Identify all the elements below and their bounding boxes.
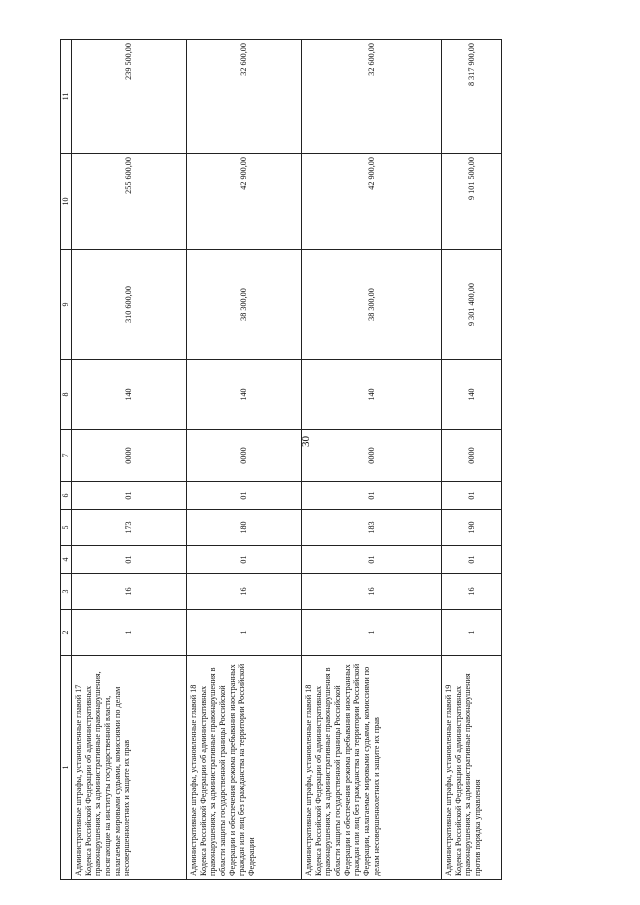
cell-code: 16 (72, 574, 187, 610)
cell-amount: 255 600,00 (72, 154, 187, 250)
cell-amount: 32 600,00 (187, 40, 302, 154)
cell-amount: 38 300,00 (302, 250, 442, 360)
cell-amount: 9 301 400,00 (442, 250, 502, 360)
row-description: Административные штрафы, установленные главой 17 Кодекса Российской Федерации об административных правонарушениях, за административные правонарушения, посягающие на институты государственной власти, налагаемые мировыми судьями, комиссиями по делам несовершеннолетних и защите их прав (72, 656, 187, 880)
cell-code: 16 (187, 574, 302, 610)
col-header: 4 (61, 546, 72, 574)
cell-amount: 42 900,00 (187, 154, 302, 250)
cell-amount: 8 317 900,00 (442, 40, 502, 154)
cell-code: 01 (72, 482, 187, 510)
col-header: 2 (61, 610, 72, 656)
cell-code: 140 (187, 360, 302, 430)
page-number: 30 (300, 436, 312, 447)
cell-amount: 310 600,00 (72, 250, 187, 360)
col-header: 7 (61, 430, 72, 482)
cell-level: 1 (302, 610, 442, 656)
budget-table (60, 39, 502, 880)
cell-amount: 32 600,00 (302, 40, 442, 154)
cell-code: 140 (72, 360, 187, 430)
col-header: 1 (61, 656, 72, 880)
cell-code: 140 (302, 360, 442, 430)
cell-code: 0000 (72, 430, 187, 482)
cell-code: 0000 (187, 430, 302, 482)
cell-level: 1 (72, 610, 187, 656)
cell-code: 180 (187, 510, 302, 546)
table-row (187, 40, 302, 880)
col-header: 9 (61, 250, 72, 360)
table-row (72, 40, 187, 880)
rotated-table-container (60, 40, 502, 880)
table-row (302, 40, 442, 880)
col-header: 8 (61, 360, 72, 430)
cell-code: 01 (442, 482, 502, 510)
col-header: 3 (61, 574, 72, 610)
row-description: Административные штрафы, установленные главой 18 Кодекса Российской Федерации об административных правонарушениях, за административные правонарушения в области защиты государственной границы Российской Федерации и обеспечения режима пребывания иностранных граждан или лиц без гражданства на территории Российской Федерации, налагаемые мировыми судьями, комиссиями по делам несовершеннолетних и защите их прав (302, 656, 442, 880)
header-row (61, 40, 72, 880)
cell-level: 1 (187, 610, 302, 656)
cell-code: 0000 (302, 430, 442, 482)
cell-code: 01 (72, 546, 187, 574)
col-header: 11 (61, 40, 72, 154)
col-header: 5 (61, 510, 72, 546)
row-description: Административные штрафы, установленные главой 18 Кодекса Российской Федерации об административных правонарушениях, за административные правонарушения в области защиты государственной границы Российской Федерации и обеспечения режима пребывания иностранных граждан или лиц без гражданства на территории Российской Федерации (187, 656, 302, 880)
cell-amount: 38 300,00 (187, 250, 302, 360)
cell-code: 190 (442, 510, 502, 546)
row-description: Административные штрафы, установленные главой 19 Кодекса Российской Федерации об административных правонарушениях, за административные правонарушения против порядка управления (442, 656, 502, 880)
cell-code: 01 (442, 546, 502, 574)
cell-code: 173 (72, 510, 187, 546)
cell-code: 01 (187, 546, 302, 574)
cell-code: 01 (187, 482, 302, 510)
table-row (442, 40, 502, 880)
cell-amount: 9 101 500,00 (442, 154, 502, 250)
cell-amount: 42 900,00 (302, 154, 442, 250)
cell-level: 1 (442, 610, 502, 656)
cell-code: 16 (302, 574, 442, 610)
col-header: 6 (61, 482, 72, 510)
cell-code: 0000 (442, 430, 502, 482)
cell-amount: 239 500,00 (72, 40, 187, 154)
cell-code: 183 (302, 510, 442, 546)
cell-code: 16 (442, 574, 502, 610)
cell-code: 01 (302, 546, 442, 574)
col-header: 10 (61, 154, 72, 250)
cell-code: 140 (442, 360, 502, 430)
cell-code: 01 (302, 482, 442, 510)
